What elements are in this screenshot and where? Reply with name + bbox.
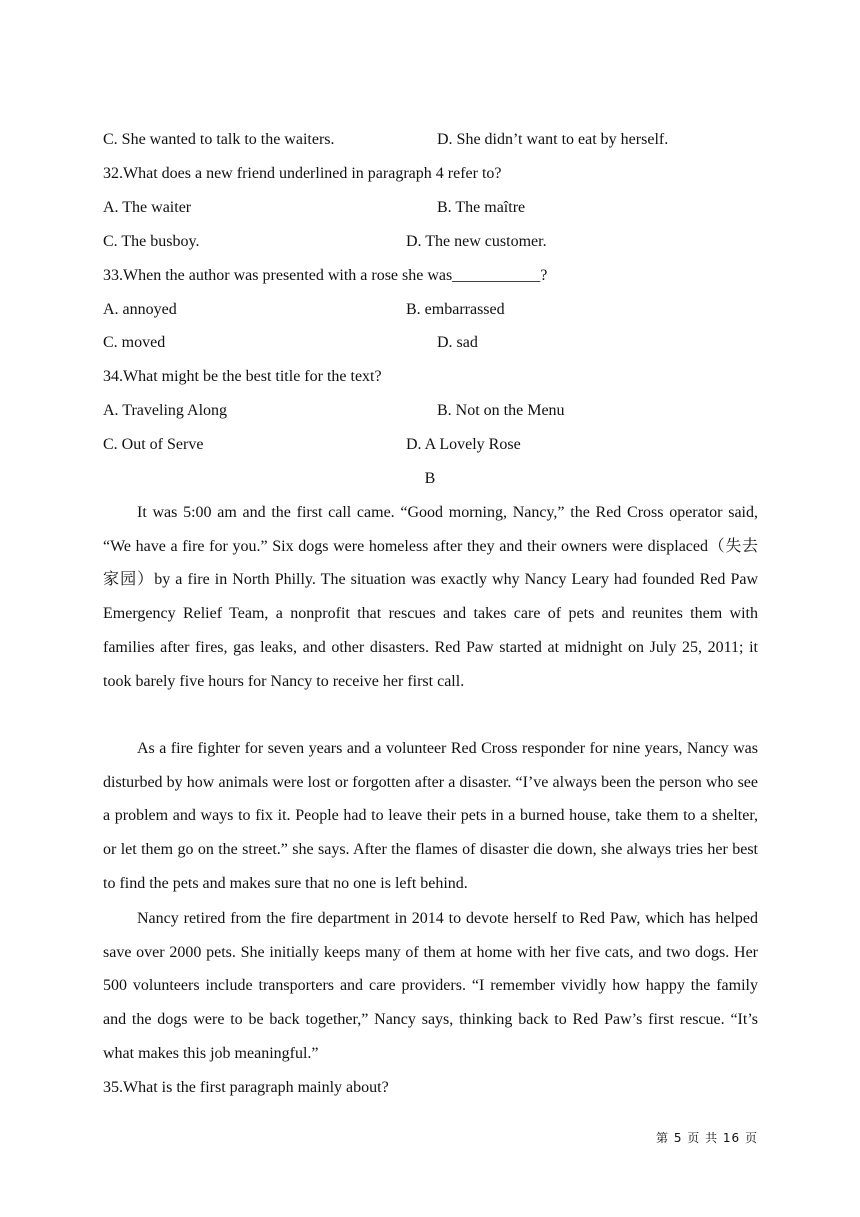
passage-paragraph-2: As a fire fighter for seven years and a volunteer Red Cross responder for nine years, Nancy was disturbed by how animals were lost or forgotten after a disaster. “I’ve always been the person who see a problem and ways to fix it. People had to leave their pets in a burned house, take them to a shelter, or let them go on the street.” she says. After the flames of disaster die down, she always tries her best to find the pets and makes sure that no one is left behind. — [103, 740, 758, 892]
q33-option-b: B. embarrassed — [406, 301, 505, 318]
q32-stem: 32.What does a new friend underlined in paragraph 4 refer to? — [103, 165, 502, 182]
passage-paragraph-3: Nancy retired from the fire department in 2014 to devote herself to Red Paw, which has helped save over 2000 pets. She initially keeps many of them at home with her five cats, and two dogs. Her 500 volunteers include transporters and care providers. “I remember vividly how happy the family and the dogs were to be back together,” Nancy says, thinking back to Red Paw’s first rescue. “It’s what makes this job meaningful.” — [103, 910, 758, 1062]
q34-option-d: D. A Lovely Rose — [406, 436, 521, 453]
q33-stem: 33.When the author was presented with a rose she was___________? — [103, 267, 548, 284]
q35-stem: 35.What is the first paragraph mainly about? — [103, 1079, 389, 1096]
q32-option-d: D. The new customer. — [406, 233, 547, 250]
page-number-footer: 第 5 页 共 16 页 — [656, 1131, 758, 1145]
q31-option-c: C. She wanted to talk to the waiters. — [103, 131, 335, 148]
q34-option-c: C. Out of Serve — [103, 436, 204, 453]
q33-option-d: D. sad — [437, 334, 478, 351]
q33-option-a: A. annoyed — [103, 301, 177, 318]
q32-option-b: B. The maître — [437, 199, 526, 216]
q33-option-c: C. moved — [103, 334, 166, 351]
q34-option-a: A. Traveling Along — [103, 402, 228, 419]
section-heading: B — [424, 470, 436, 487]
q31-option-d: D. She didn’t want to eat by herself. — [437, 131, 669, 148]
q34-stem: 34.What might be the best title for the text? — [103, 368, 382, 385]
q34-option-b: B. Not on the Menu — [437, 402, 565, 419]
q32-option-a: A. The waiter — [103, 199, 192, 216]
q32-option-c: C. The busboy. — [103, 233, 200, 250]
passage-paragraph-1: It was 5:00 am and the first call came. “Good morning, Nancy,” the Red Cross operator said, “We have a fire for you.” Six dogs were homeless after they and their owners were displaced（失去家园）by a fire in North Philly. The situation was exactly why Nancy Leary had founded Red Paw Emergency Relief Team, a nonprofit that rescues and takes care of pets and reunites them with families after fires, gas leaks, and other disasters. Red Paw started at midnight on July 25, 2011; it took barely five hours for Nancy to receive her first call. — [103, 504, 758, 690]
